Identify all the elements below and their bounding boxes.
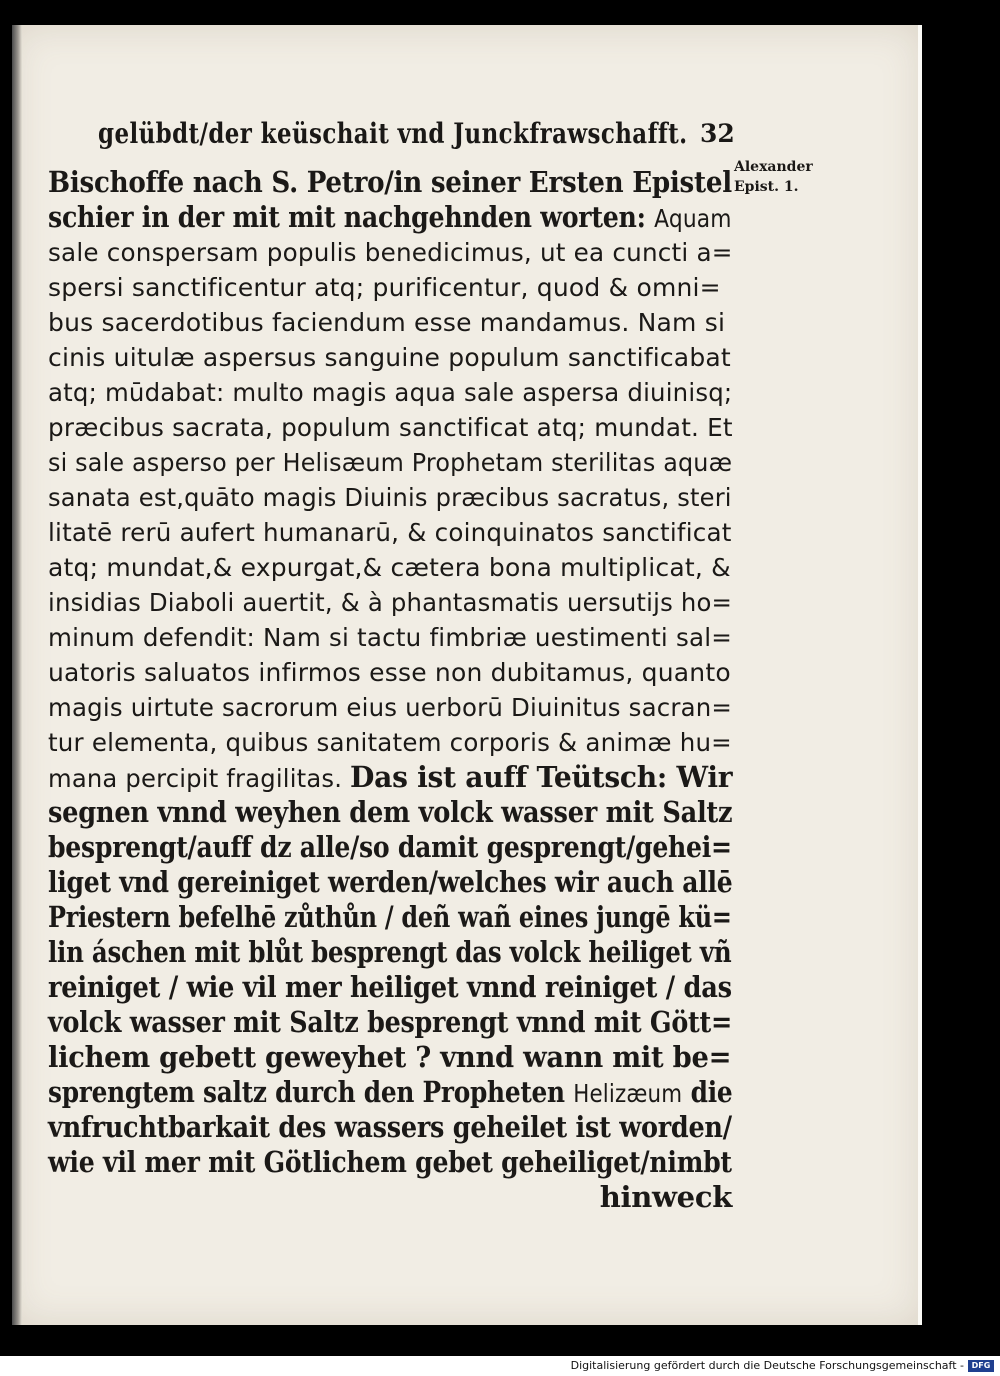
latin-text: cinis uitulæ aspersus sanguine populum sanctificabat — [48, 343, 731, 372]
text-line — [48, 270, 732, 305]
text-line — [48, 655, 732, 690]
text-line — [48, 865, 733, 900]
marginal-note-line: Epist. 1. — [734, 179, 799, 195]
blackletter-text: schier in der mit mit nachgehnden worten: — [48, 200, 655, 234]
latin-text: insidias Diaboli auertit, & à phantasmatis uersutijs ho= — [48, 588, 733, 617]
funding-notice: Digitalisierung gefördert durch die Deutsche Forschungsgemeinschaft - — [570, 1359, 964, 1372]
latin-text: Aquam — [654, 204, 732, 233]
latin-text: minum defendit: Nam si tactu fimbriæ uestimenti sal= — [48, 623, 733, 652]
catchword-text: hinweck — [599, 1180, 732, 1214]
text-line — [48, 235, 733, 270]
footer-bar — [0, 1356, 1000, 1376]
blackletter-text: lichem gebett geweyhet ? vnnd wann mit be= — [48, 1040, 732, 1074]
latin-text: si sale asperso per Helisæum Prophetam sterilitas aquæ — [48, 448, 733, 477]
text-line — [48, 935, 732, 970]
text-line — [48, 515, 732, 550]
latin-text: magis uirtute sacrorum eius uerborū Diuinitus sacran= — [48, 693, 733, 722]
latin-text: atq; mundat,& expurgat,& cætera bona multiplicat, & — [48, 553, 731, 582]
blackletter-text: besprengt/auff dz alle/so damit gesprengt/gehei= — [48, 830, 732, 864]
blackletter-text: volck wasser mit Saltz besprengt vnnd mit Gött= — [48, 1005, 732, 1039]
page-edge — [918, 25, 922, 1325]
text-line — [48, 830, 732, 865]
blackletter-text: reiniget / wie vil mer heiliget vnnd reiniget / das — [48, 970, 732, 1004]
blackletter-text: liget vnd gereiniget werden/welches wir auch allē — [48, 865, 733, 899]
text-line — [48, 1110, 732, 1145]
blackletter-text: wie vil mer mit Götlichem gebet geheiliget/nimbt — [48, 1145, 732, 1179]
text-line — [48, 900, 732, 935]
blackletter-text: sprengtem saltz durch den Propheten — [48, 1075, 574, 1109]
latin-text: mana percipit fragilitas. — [48, 764, 351, 793]
text-line — [48, 760, 733, 795]
dfg-logo: DFG — [968, 1360, 994, 1372]
marginal-note — [734, 157, 834, 197]
latin-text: præcibus sacrata, populum sanctificat atq; mundat. Et — [48, 413, 733, 442]
running-head: gelübdt/der keüschait vnd Junckfrawschafft. — [98, 117, 688, 150]
marginal-note-line: Alexander — [734, 159, 813, 175]
latin-text: tur elementa, quibus sanitatem corporis & animæ hu= — [48, 728, 732, 757]
latin-text: spersi sanctificentur atq; purificentur, quod & omni= — [48, 273, 721, 302]
text-line — [48, 1075, 733, 1110]
blackletter-text: lin áschen mit blůt besprengt das volck heiliget vñ — [48, 935, 732, 969]
latin-text: litatē rerū aufert humanarū, & coinquinatos sanctificat — [48, 518, 732, 547]
text-line — [48, 305, 732, 340]
latin-text: bus sacerdotibus faciendum esse mandamus. Nam si — [48, 308, 726, 337]
text-line — [48, 165, 732, 200]
text-line — [48, 1005, 732, 1040]
text-line — [48, 550, 732, 585]
blackletter-text: Priestern befelhē zůthůn / deñ wañ eines jungē kü= — [48, 900, 732, 934]
blackletter-text: Das ist auff Teütsch: Wir — [350, 760, 733, 794]
text-line — [48, 200, 732, 235]
blackletter-text: die — [682, 1075, 733, 1109]
latin-text: atq; mūdabat: multo magis aqua sale aspersa diuinisq; — [48, 378, 733, 407]
body-text — [48, 165, 732, 1215]
text-line — [48, 620, 733, 655]
text-line — [48, 375, 733, 410]
latin-text: sanata est,quāto magis Diuinis præcibus sacratus, steri — [48, 483, 732, 512]
text-line — [48, 1040, 732, 1075]
text-line — [48, 445, 733, 480]
page-gutter-shadow — [12, 25, 22, 1325]
text-line — [48, 725, 732, 760]
text-line — [48, 795, 733, 830]
text-line — [48, 690, 733, 725]
latin-text: sale conspersam populis benedicimus, ut ea cuncti a= — [48, 238, 733, 267]
latin-text: uatoris saluatos infirmos esse non dubitamus, quanto — [48, 658, 731, 687]
catchword — [48, 1180, 732, 1215]
book-page — [12, 25, 922, 1325]
text-line — [48, 1145, 732, 1180]
text-line — [48, 585, 733, 620]
folio-number: 32 — [700, 119, 735, 148]
blackletter-text: segnen vnnd weyhen dem volck wasser mit Saltz — [48, 795, 733, 829]
blackletter-text: vnfruchtbarkait des wassers geheilet ist worden/ — [48, 1110, 732, 1144]
blackletter-text: Bischoffe nach S. Petro/in seiner Ersten Epistel — [48, 165, 732, 199]
text-line — [48, 970, 732, 1005]
text-line — [48, 410, 733, 445]
latin-text: Helizæum — [573, 1079, 683, 1108]
text-line — [48, 480, 732, 515]
text-line — [48, 340, 732, 375]
